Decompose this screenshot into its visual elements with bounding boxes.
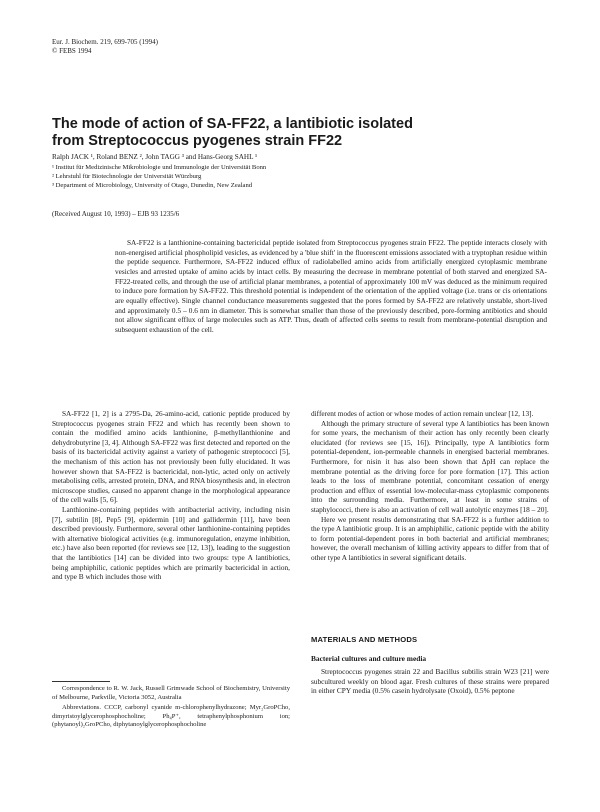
body-column-right	[311, 409, 549, 563]
title-line-2: from Streptococcus pyogenes strain FF22	[52, 133, 343, 149]
footnotes	[52, 685, 290, 732]
body-paragraph: Although the primary structure of several type A lantibiotics has been known for some years, the mechanism of their action has only recently been clearly elucidated (for reviews see [15, 16]). Principally, type A lantibiotics form potential-dependent, ion-permeable channels in energised bacterial membranes. Furthermore, for nisin it has also been shown that ΔpH can replace the membrane potential as the driving force for pore formation [17]. This action leads to the loss of membrane potential, concomitant cessation of energy production and efflux of essential low-molecular-mass cytoplasmic components into the surrounding media. Furthermore, at least in some strains of staphylococci, there is also an activation of cell wall autolytic enzymes [18 – 20].	[311, 418, 549, 514]
copyright-line: © FEBS 1994	[52, 47, 92, 55]
correspondence-footnote: Correspondence to R. W. Jack, Russell Grimwade School of Biochemistry, University of Melbourne, Parkville, Victoria 3052, Australia	[52, 685, 290, 701]
abbreviations-footnote: Abbreviations. CCCP, carbonyl cyanide m-chlorophenylhydrazone; Myr₂GroPCho, dimyristoylglycerophosphocholine; Ph₄P⁺, tetraphenylphosphonium ion; (phytanoyl)₂GroPCho, diphytanoylglycerophosphocholine	[52, 704, 290, 729]
received-date: (Received August 10, 1993) – EJB 93 1235/6	[52, 210, 180, 218]
footnote-divider	[52, 681, 110, 682]
body-paragraph: different modes of action or whose modes of action remain unclear [12, 13].	[311, 409, 534, 418]
abstract: SA-FF22 is a lanthionine-containing bactericidal peptide isolated from Streptococcus pyogenes strain FF22. The peptide interacts closely with non-energised artificial phospholipid vesicles, as evidenced by a 'blue shift' in the fluorescent emissions associated with a tryptophan residue within the peptide sequence. Furthermore, SA-FF22 induced efflux of radiolabelled amino acids from artificially energized cytoplasmic membrane vesicles and arrested uptake of amino acids by intact cells. By measuring the decrease in membrane potential of both starved and energized SA-FF22-treated cells, and through the use of artificial planar membranes, a potential of approximately 100 mV was deduced as the minimum required to induce pore formation by SA-FF22. This threshold potential is independent of the orientation of the applied voltage (i.e. trans or cis orientations are equally effective). Single channel conductance measurements suggested that the pores formed by SA-FF22 are relatively unstable, short-lived and approximately 0.5 – 0.6 nm in diameter. This is somewhat smaller than those of the previously described, pore-forming antibiotics and should not allow significant efflux of large molecules such as ATP. Thus, death of affected cells seems to result from membrane-potential disruption and subsequent exhaustion of the cell.	[115, 238, 547, 334]
affiliation-item: ² Lehrstuhl für Biotechnologie der Universität Würzburg	[52, 172, 202, 180]
journal-citation: Eur. J. Biochem. 219, 699-705 (1994)	[52, 38, 158, 46]
body-paragraph: Here we present results demonstrating that SA-FF22 is a further addition to the type A lantibiotic group. It is an amphiphilic, cationic peptide with the ability to form potential-dependent pores in both bacterial and artificial membranes; however, the overall mechanism of killing activity appears to differ from that of other type A lantibiotics in several significant details.	[311, 514, 549, 562]
section-heading: MATERIALS AND METHODS	[311, 635, 418, 644]
body-column-left	[52, 409, 290, 582]
subsection-heading: Bacterial cultures and culture media	[311, 654, 427, 663]
affiliation-item: ¹ Institut für Medizinische Mikrobiologie und Immunologie der Universität Bonn	[52, 164, 267, 171]
title-line-1: The mode of action of SA-FF22, a lantibiotic isolated	[52, 116, 413, 132]
affiliation-item: ³ Department of Microbiology, University of Otago, Dunedin, New Zealand	[52, 181, 253, 189]
body-paragraph: Lanthionine-containing peptides with antibacterial activity, including nisin [7], subtilin [8], Pep5 [9], epidermin [10] and gallidermin [11], have been described previously. Furthermore, several other lanthionine-containing peptides with alternative biological activities (e.g. immunoregulation, enzyme inhibition, etc.) have also been reported (for reviews see [12, 13]), leading to the suggestion that the lantibiotics [14] can be divided into two groups: type A lantibiotics, being amphiphilic, cationic peptides which are primarily bactericidal in action, and type B which includes those with	[52, 504, 290, 582]
affiliation-list	[52, 164, 552, 190]
author-list: Ralph JACK ¹, Roland BENZ ², John TAGG ³ and Hans-Georg SAHL ¹	[52, 153, 258, 161]
article-title	[52, 116, 552, 150]
methods-paragraph: Streptococcus pyogenes strain 22 and Bacillus subtilis strain W23 [21] were subcultured weekly on blood agar. Fresh cultures of these strains were prepared in either CPY media (0.5% casein hydrolysate (Oxoid), 0.5% peptone	[311, 667, 549, 696]
body-paragraph: SA-FF22 [1, 2] is a 2795-Da, 26-amino-acid, cationic peptide produced by Streptococcus pyogenes strain FF22 and which has recently been shown to contain the modified amino acids lanthionine, β-methyllanthionine and dehydrobutyrine [3, 4]. Although SA-FF22 was first detected and reported on the basis of its bactericidal activity against a variety of pathogenic streptococci [5], the mechanism of this action has not previously been fully elucidated. It was however shown that SA-FF22 is bactericidal, non-lytic, acted only on actively metabolising cells, arrested protein, DNA, and RNA biosynthesis and, in electron microscope studies, caused no apparent change in the morphological appearance of the cell walls [5, 6].	[52, 409, 290, 505]
